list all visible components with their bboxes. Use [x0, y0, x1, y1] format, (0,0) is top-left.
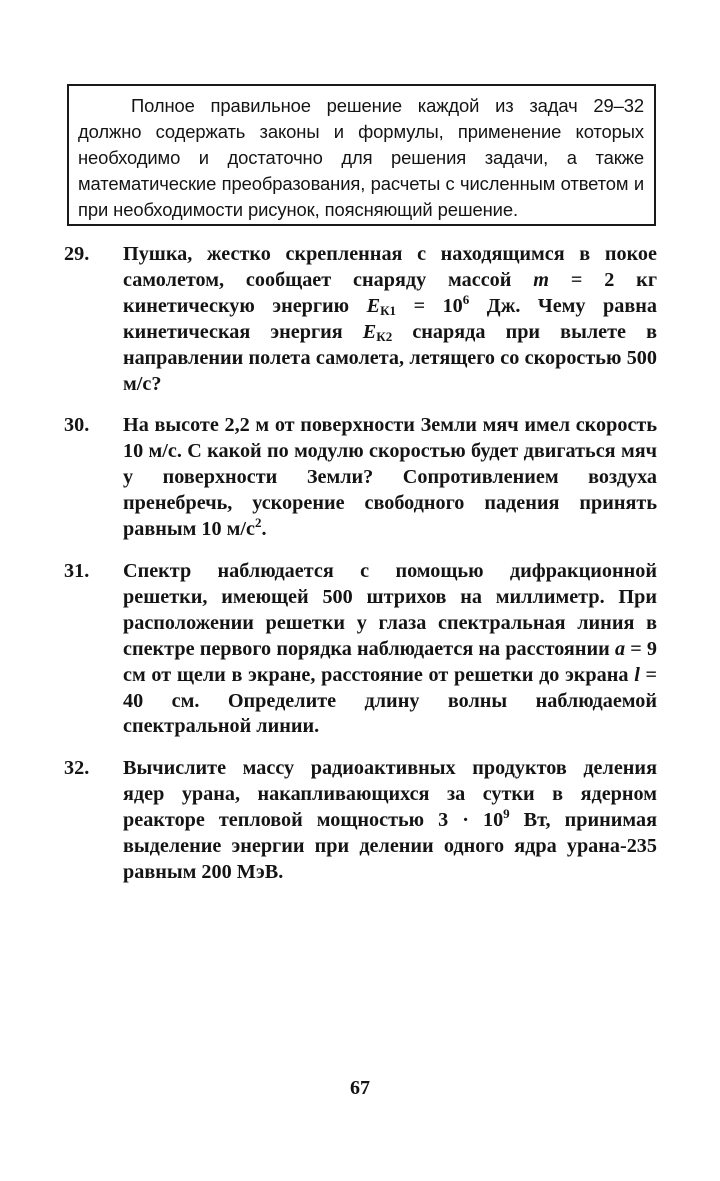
page-number: 67 — [350, 1077, 370, 1099]
problem-number: 31. — [64, 559, 90, 582]
problem-29 — [64, 242, 657, 397]
variable-e-k1: E — [366, 294, 381, 317]
problem-number: 32. — [64, 757, 90, 780]
instructions-box — [67, 84, 656, 226]
variable-e-k2: E — [362, 320, 377, 343]
variable-l: l — [634, 663, 640, 686]
variable-m: m — [533, 268, 549, 291]
problem-list — [64, 242, 657, 902]
instructions-text: Полное правильное решение каждой из задач 29–32 должно содержать законы и формулы, применение которых необходимо и достаточно для решения задачи, а также математические преобразования, расчеты с численным ответом и при необходимости рисунок, поясняющий решение. — [78, 95, 644, 220]
problem-number: 29. — [64, 243, 90, 265]
problem-31 — [64, 559, 657, 740]
problem-number: 30. — [64, 414, 90, 437]
problem-text: Спектр наблюдается с помощью дифракционной решетки, имеющей 500 штрихов на миллиметр. При расположении решетки у глаза спектральная линия в спектре первого порядка наблюдается на расстоянии a = 9 см от щели в экране, расстояние от решетки до экрана l = 40 см. Определите длину волны наблюдаемой спектральной линии. — [123, 559, 657, 738]
problem-text: Пушка, жестко скрепленная с находящимся в покое самолетом, сообщает снаряду массой m = 2 кг кинетическую энергию $E_{К1} = 10^6$ Дж. Чему равна кинетическая энергия $E_{К2}$ снаряда при вылете в направлении полета самолета, летящего со скоростью 500 м/с? — [123, 243, 658, 395]
problem-text: На высоте 2,2 м от поверхности Земли мяч имел скорость 10 м/с. С какой по модулю скоростью будет двигаться мяч у поверхности Земли? Сопротивлением воздуха пренебречь, ускорение свободного падения принять равным 10 $м/с^2$. — [123, 414, 657, 541]
variable-a: a — [614, 637, 626, 660]
problem-text: Вычислите массу радиоактивных продуктов деления ядер урана, накапливающихся за сутки в ядерном реакторе тепловой мощностью $3 \cdot 10^9$ Вт, принимая выделение энергии при делении одного ядра урана-235 равным 200 МэВ. — [123, 757, 657, 883]
problem-32 — [64, 756, 657, 886]
problem-30 — [64, 413, 657, 543]
